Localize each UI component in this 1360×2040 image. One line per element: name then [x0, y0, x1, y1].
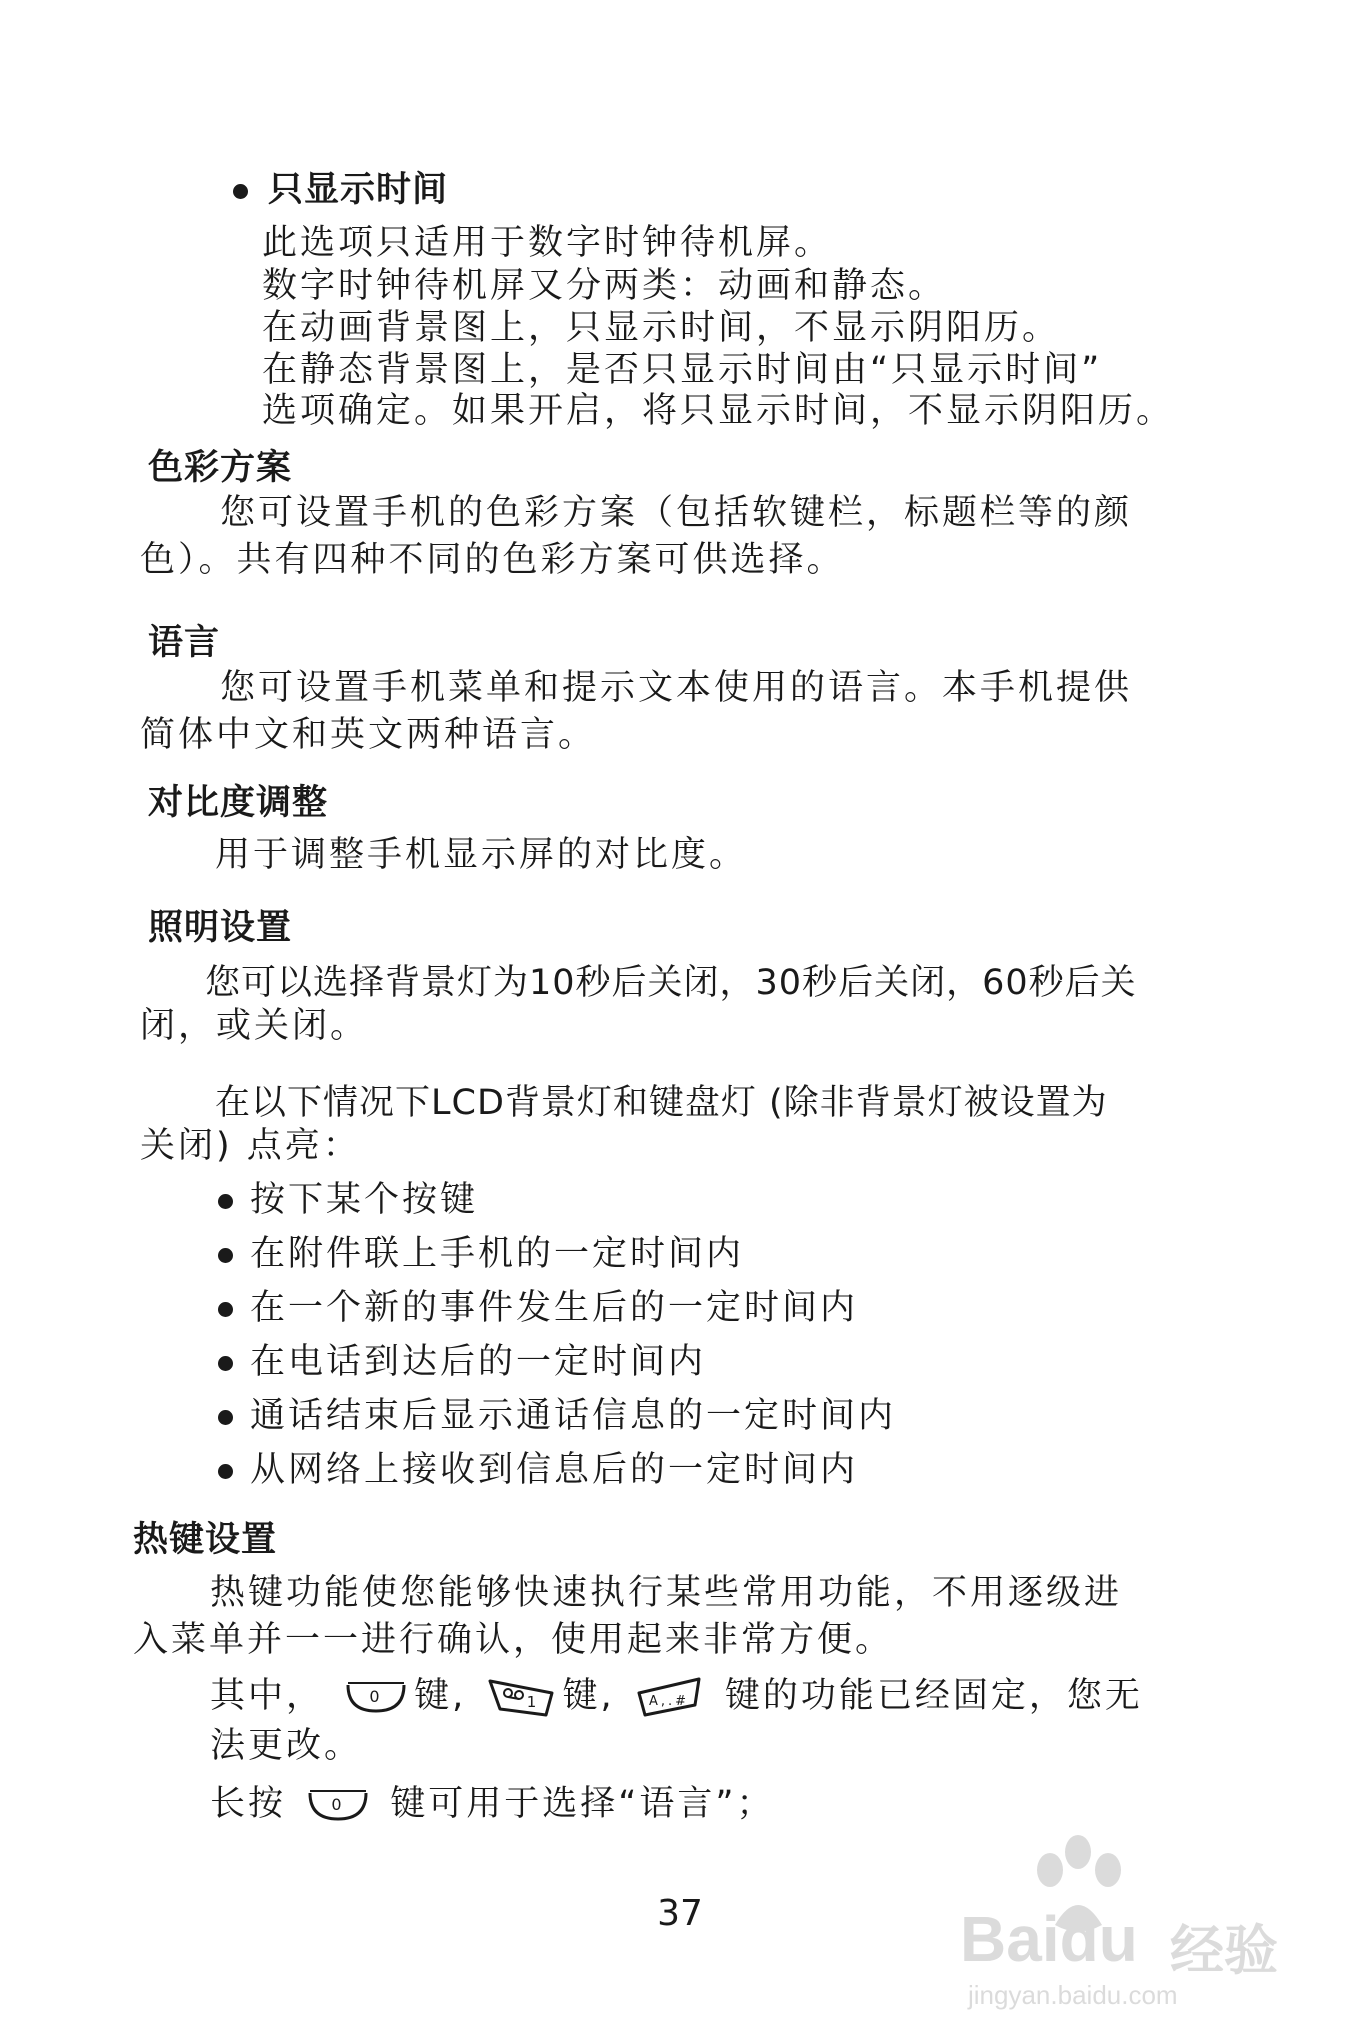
paragraph-line: 您可设置手机菜单和提示文本使用的语言。本手机提供 [220, 668, 1133, 708]
long-press-suffix: 键可用于选择“语言”； [390, 1784, 775, 1824]
list-item: 从网络上接收到信息后的一定时间内 [250, 1450, 859, 1490]
paragraph-line: 关闭) 点亮： [140, 1126, 361, 1166]
key-0-label: 0 [331, 1795, 345, 1814]
paragraph-line: 色）。共有四种不同的色彩方案可供选择。 [140, 540, 845, 580]
key-1-voicemail-icon [486, 1675, 556, 1719]
long-press-line [210, 1776, 775, 1826]
paragraph-line: 您可设置手机的色彩方案（包括软键栏，标题栏等的颜 [220, 493, 1133, 533]
paragraph-line: 闭，或关闭。 [140, 1006, 369, 1046]
fixed-suffix: 键的功能已经固定，您无 [724, 1676, 1143, 1716]
watermark-brand-cn: 经验 [1170, 1921, 1278, 1981]
list-item: 通话结束后显示通话信息的一定时间内 [250, 1396, 897, 1436]
key-1-label: 1 [527, 1693, 540, 1711]
watermark-url: jingyan.baidu.com [968, 1980, 1178, 2010]
list-item: 在附件联上手机的一定时间内 [250, 1234, 745, 1274]
section-heading-language: 语言 [148, 622, 221, 663]
paragraph-line: 简体中文和英文两种语言。 [140, 715, 597, 755]
paragraph-line: 用于调整手机显示屏的对比度。 [215, 835, 748, 875]
long-press-prefix: 长按 [210, 1784, 287, 1824]
paragraph-line: 热键功能使您能够快速执行某些常用功能，不用逐级进 [210, 1573, 1123, 1613]
section-heading-lighting: 照明设置 [148, 907, 293, 948]
paragraph-line: 数字时钟待机屏又分两类：动画和静态。 [262, 266, 947, 306]
fixed-prefix: 其中， [210, 1676, 325, 1716]
bullet-dot [218, 1410, 233, 1425]
paragraph-line: 在以下情况下LCD背景灯和键盘灯 (除非背景灯被设置为 [215, 1083, 1108, 1123]
key-0-label: 0 [369, 1687, 383, 1706]
section-heading-contrast: 对比度调整 [148, 782, 329, 823]
bullet-dot [218, 1302, 233, 1317]
section-heading-hotkey: 热键设置 [133, 1519, 278, 1560]
key-word: 键, [562, 1676, 615, 1716]
bullet-dot [233, 184, 248, 199]
list-item: 在一个新的事件发生后的一定时间内 [250, 1288, 859, 1328]
key-0-icon [344, 1677, 408, 1717]
watermark-brand: Baidu [960, 1903, 1138, 1975]
paragraph-line: 此选项只适用于数字时钟待机屏。 [262, 223, 833, 263]
list-item: 在电话到达后的一定时间内 [250, 1342, 707, 1382]
baidu-watermark [960, 1830, 1340, 2020]
fixed-keys-line [210, 1668, 1143, 1719]
key-word: 键, [414, 1676, 467, 1716]
section-heading-color-scheme: 色彩方案 [148, 447, 293, 488]
paragraph-line: 法更改。 [210, 1726, 363, 1766]
section-heading-only-time: 只显示时间 [268, 169, 449, 210]
paragraph-line: 选项确定。如果开启，将只显示时间，不显示阴阳历。 [262, 391, 1175, 431]
bullet-dot [218, 1194, 233, 1209]
key-hash-label: A,.# [648, 1694, 689, 1709]
paragraph-line: 在静态背景图上，是否只显示时间由“只显示时间” [262, 350, 1103, 390]
bullet-dot [218, 1464, 233, 1479]
paragraph-line: 在动画背景图上，只显示时间，不显示阴阳历。 [262, 308, 1061, 348]
paragraph-line: 入菜单并一一进行确认，使用起来非常方便。 [133, 1620, 894, 1660]
list-item: 按下某个按键 [250, 1180, 479, 1220]
bullet-dot [218, 1248, 233, 1263]
key-hash-icon [635, 1675, 705, 1719]
paragraph-line: 您可以选择背景灯为10秒后关闭，30秒后关闭，60秒后关 [205, 963, 1137, 1003]
bullet-dot [218, 1356, 233, 1371]
key-0-icon [306, 1785, 370, 1825]
page-number: 37 [657, 1893, 703, 1934]
